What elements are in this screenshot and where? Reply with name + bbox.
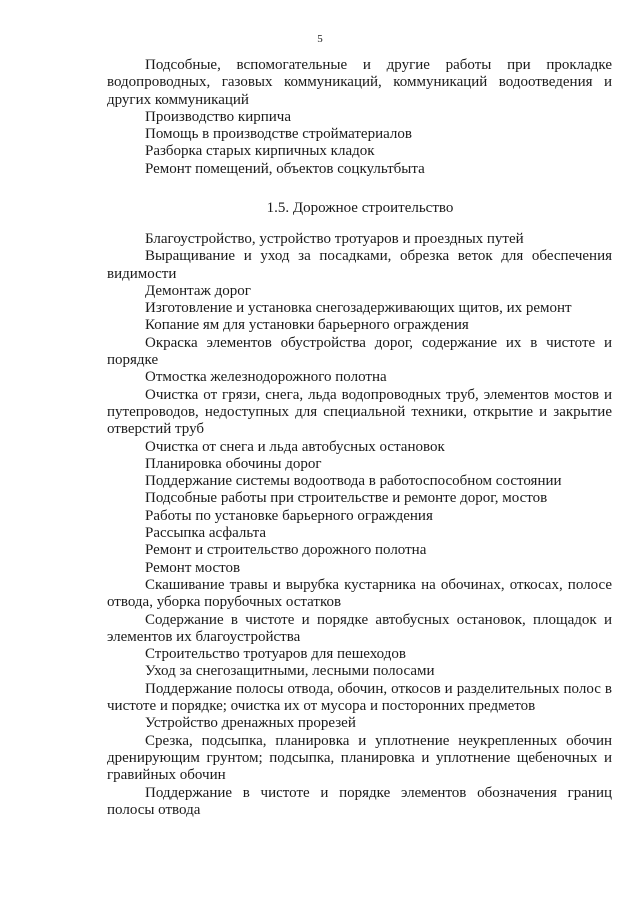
list-item: Изготовление и установка снегозадерживающих щитов, их ремонт [145, 300, 572, 317]
section-heading: 1.5. Дорожное строительство [266, 200, 454, 216]
list-item: Ремонт мостов [145, 559, 241, 576]
list-item: Поддержание системы водоотвода в работоспособном состоянии [145, 473, 562, 490]
list-item: Скашивание травы и вырубка кустарника на обочинах, откосах, полосе отвода, уборка порубочных остатков [107, 576, 612, 611]
list-item: Выращивание и уход за посадками, обрезка веток для обеспечения видимости [107, 248, 612, 282]
list-item: Поддержание в чистоте и порядке элементов обозначения границ полосы отвода [107, 784, 612, 818]
list-item: Ремонт и строительство дорожного полотна [145, 542, 427, 559]
list-item: Подсобные, вспомогательные и другие работы при прокладке водопроводных, газовых коммуникаций, коммуникаций водоотведения и других коммуникаций [107, 57, 612, 108]
list-item: Отмостка железнодорожного полотна [145, 369, 387, 386]
list-item: Производство кирпича [145, 108, 291, 125]
list-item: Помощь в производстве стройматериалов [145, 126, 412, 143]
list-item: Очистка от грязи, снега, льда водопроводных труб, элементов мостов и путепроводов, недоступных для специальной техники, открытие и закрытие отверстий труб [107, 386, 612, 438]
list-item: Рассыпка асфальта [145, 525, 267, 542]
list-item: Уход за снегозащитными, лесными полосами [145, 663, 435, 680]
list-item: Окраска элементов обустройства дорог, содержание их в чистоте и порядке [107, 334, 612, 369]
list-item: Работы по установке барьерного ограждения [145, 507, 433, 524]
list-item: Благоустройство, устройство тротуаров и проездных путей [145, 231, 524, 247]
list-item: Разборка старых кирпичных кладок [145, 143, 375, 160]
list-item: Очистка от снега и льда автобусных остановок [145, 438, 445, 455]
work-list-top [107, 57, 612, 178]
list-item: Копание ям для установки барьерного ограждения [145, 317, 469, 334]
list-item: Срезка, подсыпка, планировка и уплотнение неукрепленных обочин дренирующим грунтом; подсыпка, планировка и уплотнение щебеночных и гравийных обочин [107, 732, 612, 784]
list-item: Планировка обочины дорог [145, 455, 322, 472]
list-item: Демонтаж дорог [145, 282, 251, 299]
list-item: Устройство дренажных прорезей [145, 715, 356, 732]
list-item: Ремонт помещений, объектов соцкультбыта [145, 160, 425, 177]
list-item: Подсобные работы при строительстве и ремонте дорог, мостов [145, 490, 548, 507]
work-list-road-construction [107, 231, 612, 819]
page-number: 5 [317, 33, 323, 45]
list-item: Содержание в чистоте и порядке автобусных остановок, площадок и элементов их благоустройства [107, 611, 612, 645]
list-item: Строительство тротуаров для пешеходов [145, 646, 406, 663]
list-item: Поддержание полосы отвода, обочин, откосов и разделительных полос в чистоте и порядке; очистка их от мусора и посторонних предметов [107, 680, 612, 715]
